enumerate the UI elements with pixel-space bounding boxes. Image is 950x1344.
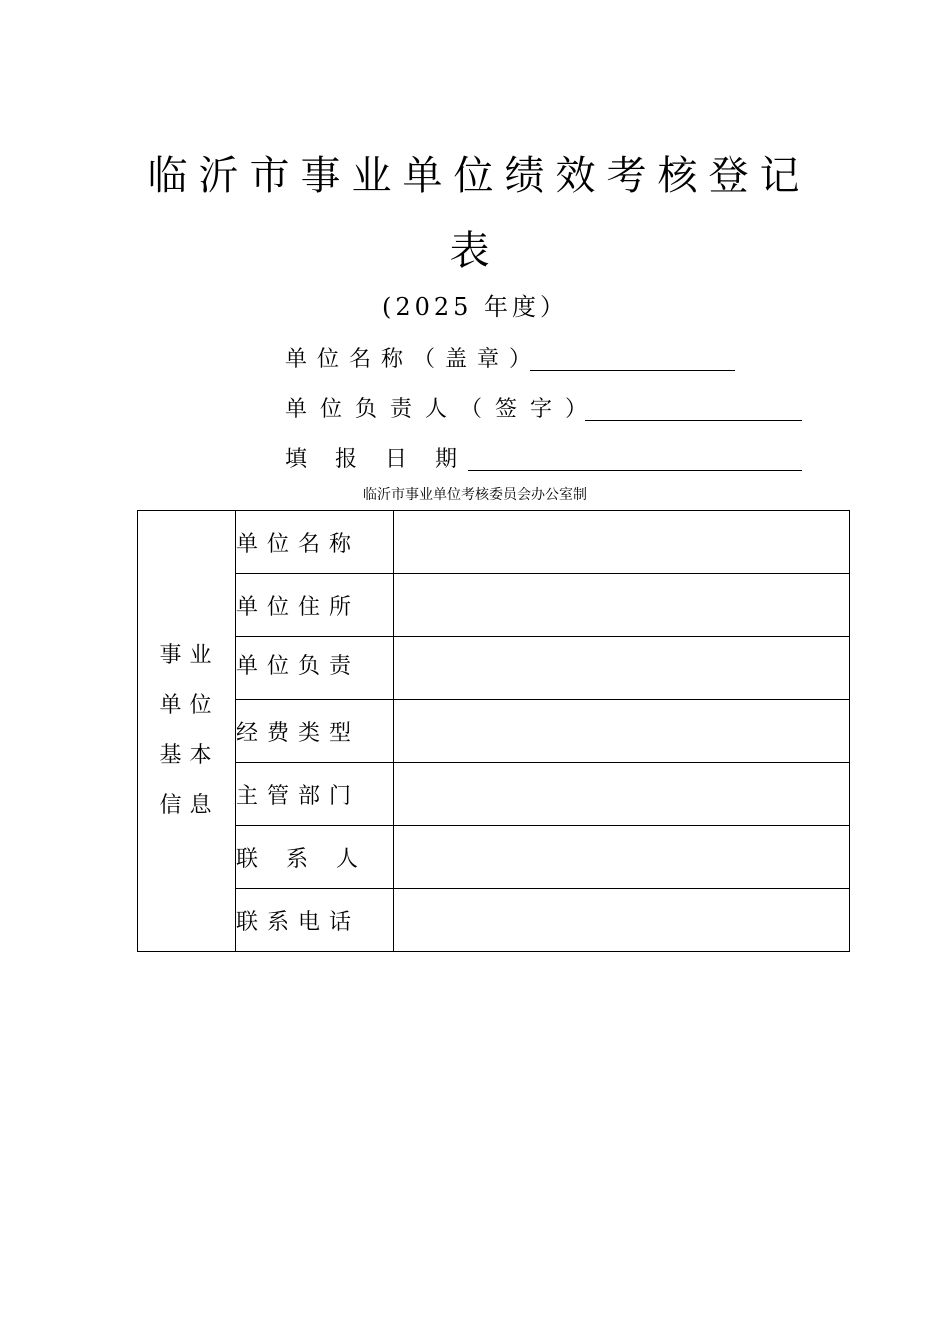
- table-row: [138, 574, 850, 637]
- fill-date-line[interactable]: [468, 470, 802, 471]
- group-header-cell: [138, 511, 236, 952]
- row-label: 主管部门: [236, 763, 394, 826]
- basic-info-table: [137, 510, 850, 952]
- issuer-note: 临沂市事业单位考核委员会办公室制: [363, 487, 587, 503]
- unit-address-value[interactable]: [394, 574, 850, 637]
- table-row: [138, 511, 850, 574]
- form-title-line-1: 临沂市事业单位绩效考核登记: [147, 153, 811, 199]
- funding-type-value[interactable]: [394, 700, 850, 763]
- row-label: 单位住所: [236, 574, 394, 637]
- supervising-dept-value[interactable]: [394, 763, 850, 826]
- form-title-line-2: 表: [449, 228, 501, 274]
- unit-name-seal-line[interactable]: [530, 370, 735, 371]
- table-row: [138, 889, 850, 952]
- unit-head-sign-label: 单位负责人（签字）: [285, 397, 601, 422]
- contact-person-value[interactable]: [394, 826, 850, 889]
- table-row: [138, 700, 850, 763]
- row-label: 联系电话: [236, 889, 394, 952]
- unit-head-value[interactable]: [394, 637, 850, 700]
- table-row: [138, 826, 850, 889]
- unit-name-value[interactable]: [394, 511, 850, 574]
- contact-phone-value[interactable]: [394, 889, 850, 952]
- row-label: 单位负责: [236, 637, 394, 700]
- unit-name-seal-label: 单位名称（盖章）: [285, 347, 542, 372]
- row-label: 单位名称: [236, 511, 394, 574]
- table-row: [138, 763, 850, 826]
- group-label: 事业单位基本信息: [159, 643, 220, 818]
- row-label: 联系人: [236, 826, 394, 889]
- unit-head-sign-line[interactable]: [585, 420, 802, 421]
- table-row: [138, 637, 850, 700]
- year-label: (2025 年度）: [381, 293, 569, 321]
- row-label: 经费类型: [236, 700, 394, 763]
- fill-date-label: 填报日期: [285, 447, 486, 472]
